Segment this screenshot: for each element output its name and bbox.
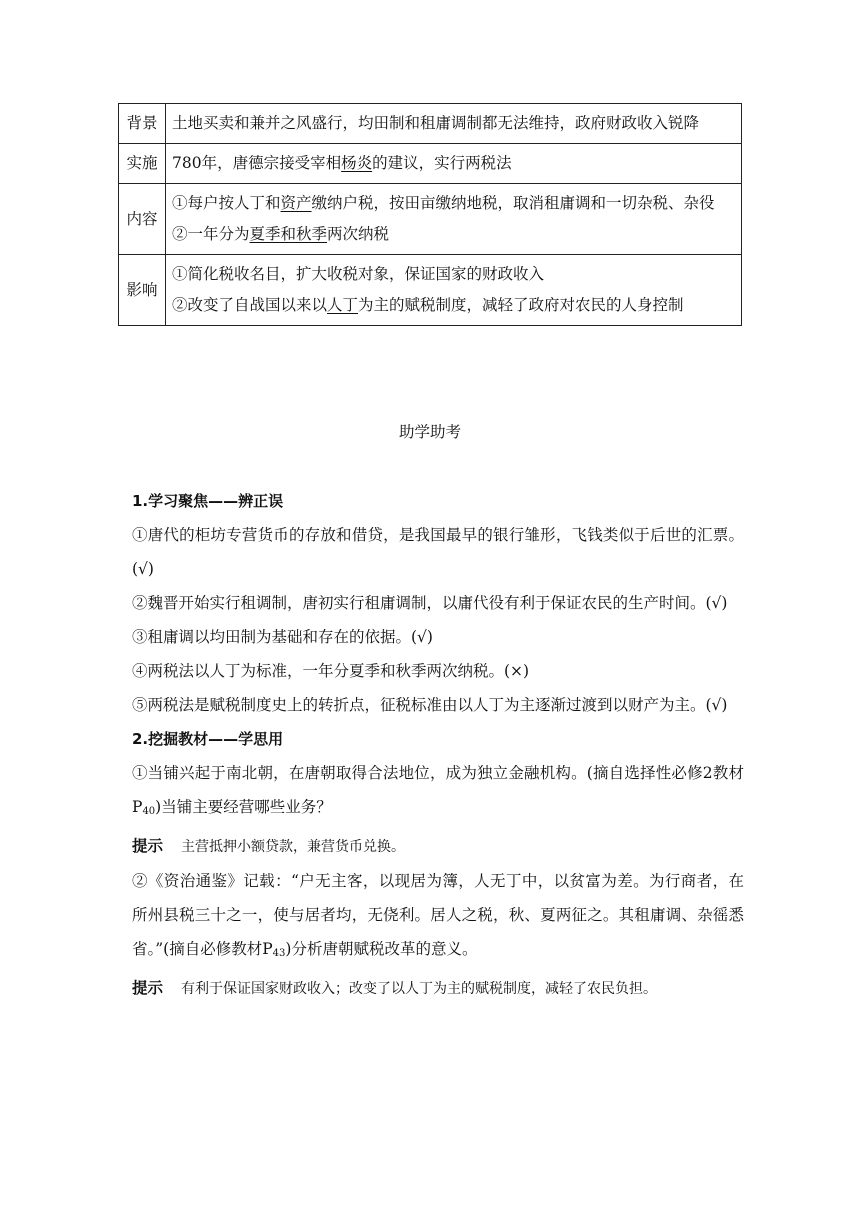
impact-point-2	[172, 290, 735, 321]
text-segment: )分析唐朝赋税改革的意义。	[285, 940, 478, 958]
statement-item: ②魏晋开始实行租调制，唐初实行租庸调制，以庸代役有利于保证农民的生产时间。(√)	[132, 594, 728, 612]
question-1	[132, 756, 744, 829]
two-tax-table	[118, 103, 742, 326]
text-segment: ②改变了自战国以来以	[172, 296, 328, 314]
row-content	[166, 255, 742, 326]
row-label: 背景	[119, 104, 166, 144]
underlined-term: 杨炎	[341, 154, 373, 172]
hint-text: 有利于保证国家财政收入；改变了以人丁为主的赋税制度，减轻了农民负担。	[181, 981, 658, 997]
row-label: 内容	[119, 184, 166, 255]
study-notes	[132, 484, 744, 1006]
question-2	[132, 864, 744, 971]
content-point-1	[172, 188, 735, 219]
section-caption: 助学助考	[398, 423, 461, 441]
statement-item: ④两税法以人丁为标准，一年分夏季和秋季两次纳税。(×)	[132, 662, 530, 680]
section-heading-2: 2.挖掘教材——学思用	[132, 730, 284, 748]
implementation-text-end: 的建议，实行两税法	[372, 154, 512, 172]
statement-item: ①唐代的柜坊专营货币的存放和借贷，是我国最早的银行雏形，飞钱类似于后世的汇票。(√)	[132, 526, 744, 578]
implementation-text: 780年，唐德宗接受宰相	[172, 154, 342, 172]
text-segment: 为主的赋税制度，减轻了政府对农民的人身控制	[358, 296, 684, 314]
table-row	[119, 184, 742, 255]
page-subscript: 43	[272, 948, 286, 959]
table-row	[119, 144, 742, 184]
underlined-term: 人丁	[327, 296, 359, 314]
underlined-term: 夏季和秋季	[249, 225, 328, 243]
text-segment: ②《资治通鉴》记载：“户无主客，以现居为簿，人无丁中，以贫富为差。为行商者，在所州县税三十之一，使与居者均，无侥利。居人之税，秋、夏两征之。其租庸调、杂徭悉省。”(摘自必修教材P	[132, 872, 744, 958]
text-segment: 两次纳税	[327, 225, 390, 243]
row-content	[166, 104, 742, 144]
text-segment: ②一年分为	[172, 225, 250, 243]
text-segment: )当铺主要经营哪些业务？	[155, 798, 332, 816]
answer-2	[132, 971, 744, 1006]
background-text: 土地买卖和兼并之风盛行，均田制和租庸调制都无法维持，政府财政收入锐降	[172, 114, 700, 132]
page-subscript: 40	[142, 806, 156, 817]
table-row	[119, 255, 742, 326]
table-row	[119, 104, 742, 144]
hint-text: 主营抵押小额贷款，兼营货币兑换。	[181, 839, 406, 855]
row-content	[166, 144, 742, 184]
row-label: 影响	[119, 255, 166, 326]
answer-1	[132, 829, 744, 864]
hint-label: 提示	[132, 837, 164, 855]
text-segment: ①当铺兴起于南北朝，在唐朝取得合法地位，成为独立金融机构。(摘自选择性必修2教材P	[132, 764, 744, 816]
row-label: 实施	[119, 144, 166, 184]
text-segment: 缴纳户税，按田亩缴纳地税，取消租庸调和一切杂税、杂役	[311, 194, 715, 212]
statement-item: ⑤两税法是赋税制度史上的转折点，征税标准由以人丁为主逐渐过渡到以财产为主。(√)	[132, 696, 728, 714]
hint-label: 提示	[132, 979, 164, 997]
text-segment: ①每户按人丁和	[172, 194, 281, 212]
content-point-2	[172, 219, 735, 250]
row-content	[166, 184, 742, 255]
section-heading-1: 1.学习聚焦——辨正误	[132, 492, 284, 510]
statement-item: ③租庸调以均田制为基础和存在的依据。(√)	[132, 628, 433, 646]
impact-point-1: ①简化税收名目，扩大收税对象，保证国家的财政收入	[172, 265, 545, 283]
underlined-term: 资产	[280, 194, 312, 212]
